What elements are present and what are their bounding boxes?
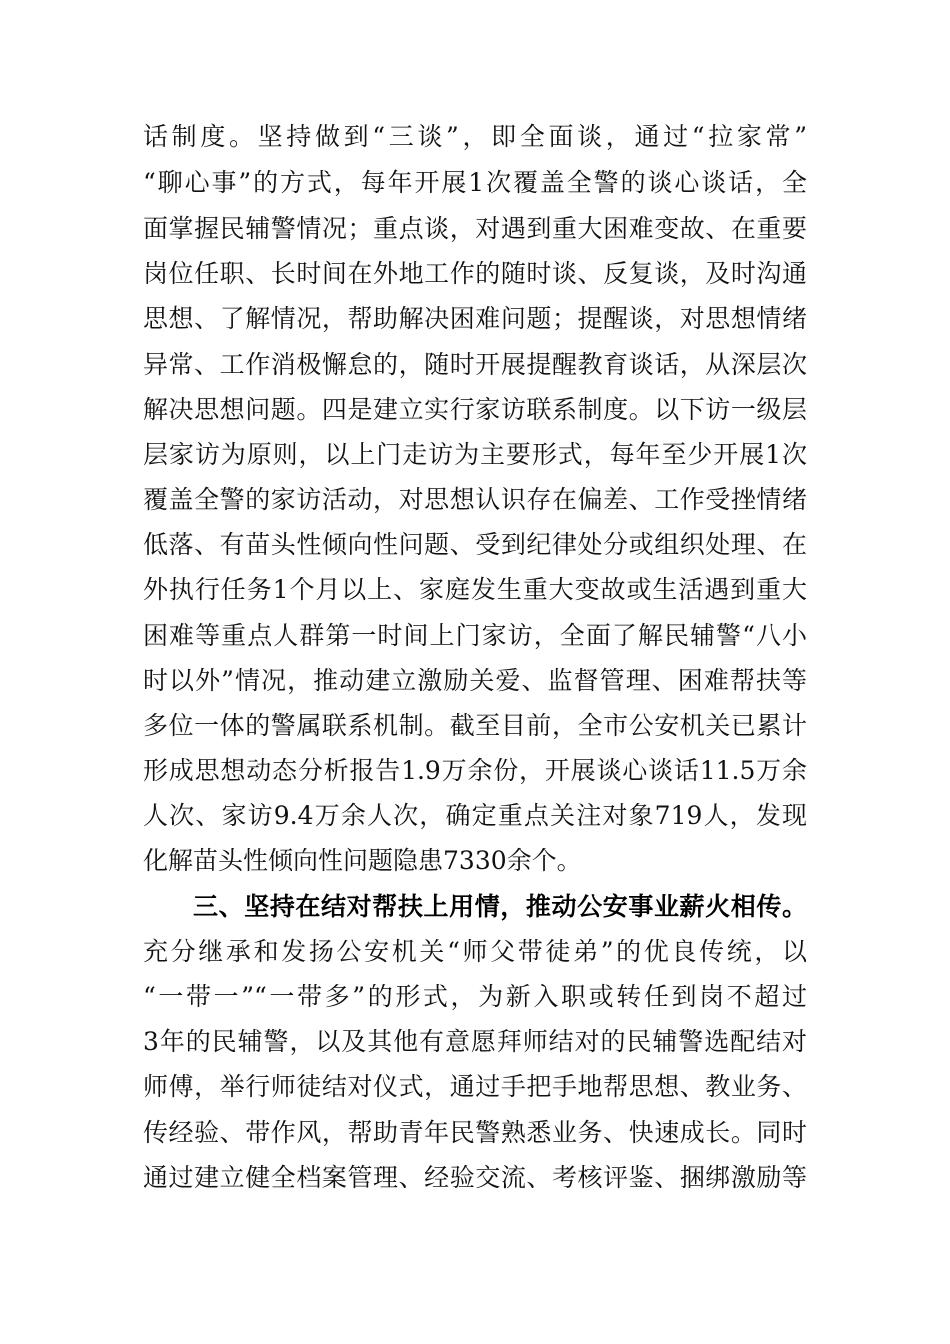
paragraph-2-line-3: 3年的民辅警，以及其他有意愿拜师结对的民辅警选配结对 [143, 1027, 807, 1056]
paragraph-1-line-5: 思想、了解情况，帮助解决困难问题；提醒谈，对思想情绪 [143, 304, 807, 333]
paragraph-1-line-16: 人次、家访9.4万余人次，确定重点关注对象719人，发现 [143, 801, 807, 830]
paragraph-1-line-12: 困难等重点人群第一时间上门家访，全面了解民辅警“八小 [143, 621, 807, 650]
paragraph-1-line-14: 多位一体的警属联系机制。截至目前，全市公安机关已累计 [143, 711, 807, 740]
paragraph-1-line-13: 时以外”情况，推动建立激励关爱、监督管理、困难帮扶等 [143, 666, 807, 695]
paragraph-1-line-2: “聊心事”的方式，每年开展1次覆盖全警的谈心谈话，全 [143, 168, 807, 197]
paragraph-1-line-9: 覆盖全警的家访活动，对思想认识存在偏差、工作受挫情绪 [143, 485, 807, 514]
paragraph-1-line-15: 形成思想动态分析报告1.9万余份，开展谈心谈话11.5万余 [143, 756, 807, 785]
paragraph-1-line-1: 话制度。坚持做到“三谈”，即全面谈，通过“拉家常” [143, 122, 807, 151]
paragraph-1-line-17: 化解苗头性倾向性问题隐患7330余个。 [143, 846, 582, 875]
paragraph-1-line-11: 外执行任务1个月以上、家庭发生重大变故或生活遇到重大 [143, 575, 807, 604]
paragraph-2-line-2: “一带一”“一带多”的形式，为新入职或转任到岗不超过 [143, 982, 807, 1011]
paragraph-2-line-6: 通过建立健全档案管理、经验交流、考核评鉴、捆绑激励等 [143, 1163, 807, 1192]
paragraph-1-line-8: 层家访为原则，以上门走访为主要形式，每年至少开展1次 [143, 440, 807, 469]
paragraph-2-line-5: 传经验、带作风，帮助青年民警熟悉业务、快速成长。同时 [143, 1118, 807, 1147]
paragraph-1-line-4: 岗位任职、长时间在外地工作的随时谈、反复谈，及时沟通 [143, 259, 807, 288]
paragraph-1-line-6: 异常、工作消极懈怠的，随时开展提醒教育谈话，从深层次 [143, 350, 807, 379]
paragraph-1-line-7: 解决思想问题。四是建立实行家访联系制度。以下访一级层 [143, 395, 807, 424]
paragraph-1-line-3: 面掌握民辅警情况；重点谈，对遇到重大困难变故、在重要 [143, 214, 807, 243]
paragraph-1-line-10: 低落、有苗头性倾向性问题、受到纪律处分或组织处理、在 [143, 530, 807, 559]
paragraph-2-line-1: 充分继承和发扬公安机关“师父带徒弟”的优良传统，以 [143, 937, 807, 966]
paragraph-2-line-4: 师傅，举行师徒结对仪式，通过手把手地帮思想、教业务、 [143, 1072, 807, 1101]
section-heading: 三、坚持在结对帮扶上用情，推动公安事业薪火相传。 [193, 892, 807, 921]
